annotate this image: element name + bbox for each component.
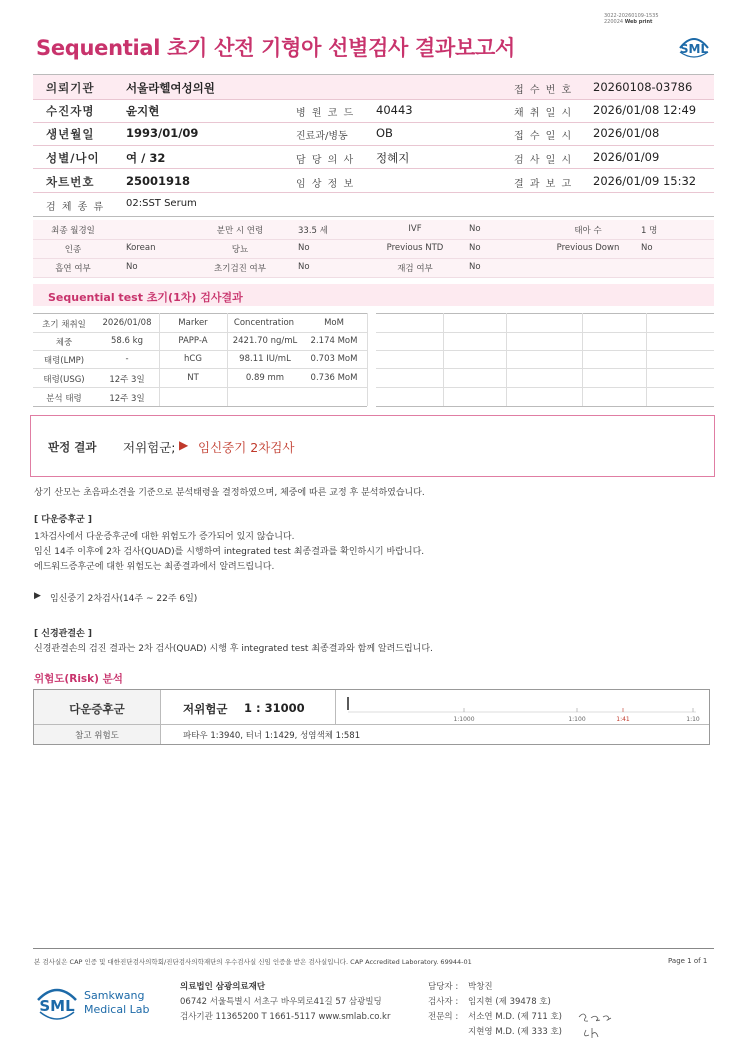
scale-label: 1:10 <box>686 716 700 723</box>
divider <box>33 145 714 146</box>
diabetes-label: 당뇨 <box>231 245 249 255</box>
divider <box>33 350 367 351</box>
judgment-arrow-icon: ▶ <box>179 438 189 452</box>
prev-ntd-label: Previous NTD <box>386 243 444 253</box>
page-number: Page 1 of 1 <box>668 957 708 965</box>
judgment-value: 저위험군; <box>123 440 176 455</box>
receipt-date: 2026/01/08 <box>593 126 660 140</box>
scale-label: 1:100 <box>568 716 586 723</box>
doctor: 정혜지 <box>376 151 410 165</box>
analysis-ga: 12주 3일 <box>109 394 145 404</box>
collect-date: 2026/01/08 <box>102 318 152 328</box>
ivf-label: IVF <box>408 224 422 234</box>
lmp-ga-label: 태령(LMP) <box>43 356 85 366</box>
lab-name-line2: Medical Lab <box>84 1003 150 1016</box>
retest: No <box>469 262 481 272</box>
scale-label: 1:41 <box>616 716 630 723</box>
ref-risk-label: 참고 위험도 <box>75 731 119 741</box>
divider <box>376 368 714 369</box>
marker-name: NT <box>187 373 199 383</box>
divider <box>335 690 336 724</box>
analysis-ga-label: 분석 태령 <box>46 394 82 404</box>
marker-conc: 2421.70 ng/mL <box>232 336 298 346</box>
smoking: No <box>126 262 138 272</box>
marker-mom: 2.174 MoM <box>310 336 358 346</box>
section1-title: Sequential test 초기(1차) 검사결과 <box>48 291 243 304</box>
specimen-label: 검 체 종 류 <box>46 202 105 213</box>
divider <box>33 192 714 193</box>
dob: 1993/01/09 <box>126 126 199 140</box>
dob-label: 생년월일 <box>46 127 95 141</box>
sml-logo-icon <box>674 26 714 62</box>
down-risk-class: 저위험군 <box>183 702 228 716</box>
divider <box>376 313 714 314</box>
scale-label: 1:1000 <box>453 716 475 723</box>
smoking-label: 흡연 여부 <box>55 264 91 274</box>
org-address: 06742 서울특별시 서초구 바우뫼로41길 57 삼광빌딩 <box>180 997 382 1007</box>
ref-risk-value: 파타우 1:3940, 터너 1:1429, 성염색체 1:581 <box>183 731 361 741</box>
collect-label: 초기 채취일 <box>42 320 86 330</box>
sex-age: 여 / 32 <box>126 151 166 165</box>
divider <box>33 948 714 949</box>
down-note-2: 임신 14주 이후에 2차 검사(QUAD)를 시행하여 integrated test 최종결과를 확인하시기 바랍니다. <box>34 547 425 557</box>
lab-name-line1: Samkwang <box>84 989 145 1002</box>
staff-specialist-1: 서소연 M.D. (제 711 호) <box>468 1012 563 1022</box>
first-test: No <box>298 262 310 272</box>
edd-age: 33.5 세 <box>298 226 328 236</box>
staff-specialist-2: 지현영 M.D. (제 333 호) <box>468 1027 563 1037</box>
hospital-code-label: 병 원 코 드 <box>296 108 355 119</box>
chart-no-label: 차트번호 <box>46 175 95 189</box>
divider <box>33 332 367 333</box>
divider <box>33 277 714 278</box>
risk-title: 위험도(Risk) 분석 <box>34 673 123 685</box>
fetus-label: 태아 수 <box>574 226 602 236</box>
staff-tester-label: 검사자 : <box>428 997 459 1007</box>
note-basis: 상기 산모는 초음파소견을 기준으로 분석태령을 결정하였으며, 체중에 따른 교정 후 분석하였습니다. <box>34 488 425 498</box>
risk-scale <box>340 693 706 723</box>
usg-ga-label: 태령(USG) <box>43 375 85 385</box>
divider <box>367 313 368 406</box>
next-test-arrow-icon: ▶ <box>34 591 41 601</box>
divider <box>443 313 444 406</box>
divider <box>646 313 647 406</box>
staff-specialist-label: 전문의 : <box>428 1012 459 1022</box>
divider <box>582 313 583 406</box>
org-contact: 검사기관 11365200 T 1661-5117 www.smlab.co.kr <box>180 1012 391 1022</box>
race-label: 인종 <box>64 245 82 255</box>
first-test-label: 초기검진 여부 <box>214 264 266 274</box>
hospital-code: 40443 <box>376 103 413 117</box>
collection-dt-label: 채 취 일 시 <box>514 108 573 119</box>
org-name: 의료법인 삼광의료재단 <box>180 982 266 992</box>
divider <box>376 350 714 351</box>
judgment-action: 임신중기 2차검사 <box>198 440 295 455</box>
divider <box>33 99 714 100</box>
collection-dt: 2026/01/08 12:49 <box>593 103 697 117</box>
marker-mom: 0.736 MoM <box>310 373 358 383</box>
lmp-label: 최종 월경일 <box>51 226 95 236</box>
print-code-line1: 3022-20260109-1535 <box>604 13 659 19</box>
next-test: 임신중기 2차검사(14주 ~ 22주 6일) <box>50 594 198 604</box>
down-note-3: 에드워드증후군에 대한 위험도는 최종결과에서 알려드립니다. <box>34 562 275 572</box>
concentration-header: Concentration <box>233 318 295 328</box>
dept: OB <box>376 126 393 140</box>
prev-ntd: No <box>469 243 481 253</box>
divider <box>376 406 714 407</box>
cert-statement: 본 검사실은 CAP 인증 및 대한진단검사의학회/진단검사의학재단의 우수검사실 신임 인증을 받은 검사실입니다. CAP Accredited Laboratory. 69944-01 <box>34 958 472 966</box>
prev-down-label: Previous Down <box>556 243 620 253</box>
edd-age-label: 분만 시 연령 <box>216 226 264 236</box>
divider <box>33 168 714 169</box>
divider <box>33 368 367 369</box>
marker-header: Marker <box>178 318 208 328</box>
divider <box>376 332 714 333</box>
clinical-label: 임 상 정 보 <box>296 179 355 190</box>
marker-conc: 98.11 IU/mL <box>239 354 291 364</box>
down-risk-ratio: 1 : 31000 <box>244 701 305 715</box>
down-note-1: 1차검사에서 다운증후군에 대한 위험도가 증가되어 있지 않습니다. <box>34 532 295 542</box>
divider <box>506 313 507 406</box>
test-date-label: 검 사 일 시 <box>514 155 573 166</box>
down-risk-label: 다운증후군 <box>69 702 125 716</box>
race: Korean <box>126 243 156 253</box>
web-print-label: Web print <box>624 19 653 25</box>
prev-down: No <box>641 243 653 253</box>
marker-name: PAPP-A <box>178 336 208 346</box>
ivf: No <box>469 224 481 234</box>
ntd-note: 신경관결손의 검진 결과는 2차 검사(QUAD) 시행 후 integrated test 최종결과와 함께 알려드립니다. <box>34 644 433 654</box>
svg-text:SML: SML <box>39 997 75 1015</box>
svg-text:SML: SML <box>679 42 709 56</box>
divider <box>34 724 709 725</box>
sex-age-label: 성별/나이 <box>46 151 100 165</box>
sml-footer-logo-icon <box>34 980 80 1026</box>
dept-label: 진료과/병동 <box>296 131 348 142</box>
report-dt-label: 결 과 보 고 <box>514 179 573 190</box>
requesting-org-label: 의뢰기관 <box>46 81 95 95</box>
print-code <box>604 13 659 25</box>
weight-label: 체중 <box>55 338 73 348</box>
report-dt: 2026/01/09 15:32 <box>593 174 697 188</box>
divider <box>160 690 161 744</box>
judgment-label: 판정 결과 <box>48 440 97 454</box>
specimen: 02:SST Serum <box>126 198 197 209</box>
staff-manager: 박창진 <box>468 982 493 992</box>
report-title: Sequential 초기 산전 기형아 선별검사 결과보고서 <box>36 36 515 60</box>
print-code-id: 220024 <box>604 19 624 25</box>
doctor-label: 담 당 의 사 <box>296 155 355 166</box>
receipt-date-label: 접 수 일 시 <box>514 131 573 142</box>
diabetes: No <box>298 243 310 253</box>
staff-manager-label: 담당자 : <box>428 982 459 992</box>
receipt-no: 20260108-03786 <box>593 80 693 94</box>
divider <box>376 387 714 388</box>
ntd-title: [ 신경관결손 ] <box>34 629 92 639</box>
divider <box>33 387 367 388</box>
patient-name: 윤지현 <box>126 104 160 118</box>
marker-name: hCG <box>184 354 202 364</box>
divider <box>33 406 367 407</box>
requesting-org: 서울라헬여성의원 <box>126 81 215 95</box>
marker-conc: 0.89 mm <box>245 373 285 383</box>
staff-tester: 임지현 (제 39478 호) <box>468 997 551 1007</box>
down-syndrome-title: [ 다운증후군 ] <box>34 515 92 525</box>
divider <box>33 216 714 217</box>
patient-name-label: 수진자명 <box>46 104 95 118</box>
chart-no: 25001918 <box>126 174 191 188</box>
signature-icon <box>576 1008 616 1040</box>
receipt-no-label: 접 수 번 호 <box>514 85 573 96</box>
usg-ga: 12주 3일 <box>109 375 145 385</box>
divider <box>33 313 367 314</box>
divider <box>33 122 714 123</box>
marker-mom: 0.703 MoM <box>310 354 358 364</box>
retest-label: 재검 여부 <box>397 264 433 274</box>
weight: 58.6 kg <box>111 336 143 346</box>
lmp-ga: - <box>125 354 129 364</box>
mom-header: MoM <box>324 318 344 328</box>
fetus: 1 명 <box>641 226 658 236</box>
test-date: 2026/01/09 <box>593 150 660 164</box>
